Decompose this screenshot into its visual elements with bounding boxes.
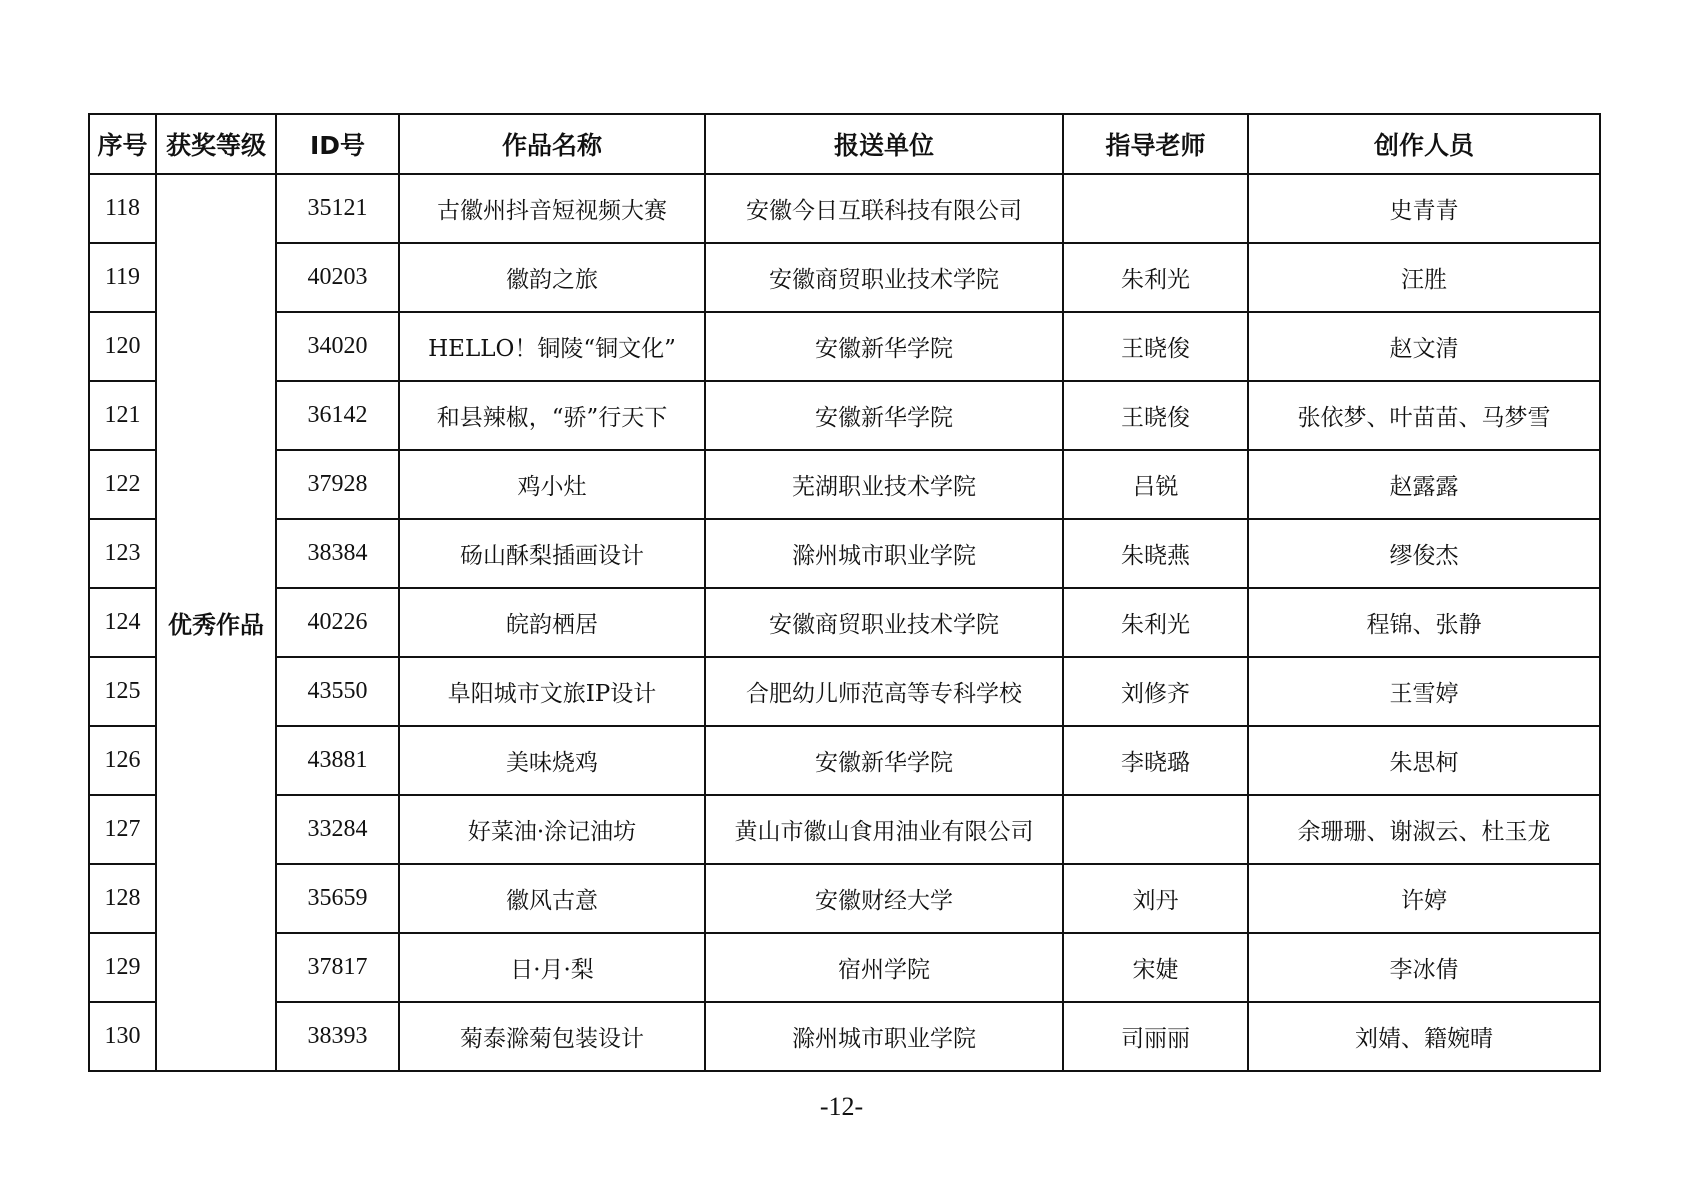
cell-index: 128 xyxy=(89,864,156,933)
header-advisor: 指导老师 xyxy=(1063,114,1248,174)
cell-submitting-unit: 安徽新华学院 xyxy=(705,381,1063,450)
cell-work-title: 阜阳城市文旅IP设计 xyxy=(399,657,705,726)
cell-creators: 李冰倩 xyxy=(1248,933,1600,1002)
cell-submitting-unit: 安徽财经大学 xyxy=(705,864,1063,933)
cell-advisor xyxy=(1063,795,1248,864)
cell-advisor: 王晓俊 xyxy=(1063,381,1248,450)
cell-creators: 程锦、张静 xyxy=(1248,588,1600,657)
cell-index: 129 xyxy=(89,933,156,1002)
cell-index: 122 xyxy=(89,450,156,519)
cell-work-title: 砀山酥梨插画设计 xyxy=(399,519,705,588)
cell-advisor: 吕锐 xyxy=(1063,450,1248,519)
cell-index: 119 xyxy=(89,243,156,312)
cell-index: 120 xyxy=(89,312,156,381)
cell-id: 34020 xyxy=(276,312,399,381)
cell-id: 40203 xyxy=(276,243,399,312)
table-row xyxy=(89,174,1600,243)
cell-submitting-unit: 黄山市徽山食用油业有限公司 xyxy=(705,795,1063,864)
cell-creators: 许婷 xyxy=(1248,864,1600,933)
cell-index: 127 xyxy=(89,795,156,864)
cell-index: 125 xyxy=(89,657,156,726)
cell-submitting-unit: 芜湖职业技术学院 xyxy=(705,450,1063,519)
table-header xyxy=(89,114,1600,174)
table-row xyxy=(89,588,1600,657)
cell-work-title: 徽风古意 xyxy=(399,864,705,933)
cell-creators: 刘婧、籍婉晴 xyxy=(1248,1002,1600,1071)
table-row xyxy=(89,726,1600,795)
cell-advisor: 朱利光 xyxy=(1063,243,1248,312)
cell-id: 35659 xyxy=(276,864,399,933)
awards-table xyxy=(88,113,1601,1072)
cell-index: 118 xyxy=(89,174,156,243)
table-row xyxy=(89,450,1600,519)
cell-creators: 赵露露 xyxy=(1248,450,1600,519)
cell-work-title: 日·月·梨 xyxy=(399,933,705,1002)
cell-id: 43550 xyxy=(276,657,399,726)
cell-creators: 张依梦、叶苗苗、马梦雪 xyxy=(1248,381,1600,450)
table-row xyxy=(89,864,1600,933)
cell-id: 40226 xyxy=(276,588,399,657)
cell-submitting-unit: 安徽商贸职业技术学院 xyxy=(705,243,1063,312)
table-row xyxy=(89,381,1600,450)
cell-creators: 史青青 xyxy=(1248,174,1600,243)
cell-advisor: 司丽丽 xyxy=(1063,1002,1248,1071)
cell-id: 38384 xyxy=(276,519,399,588)
cell-work-title: 徽韵之旅 xyxy=(399,243,705,312)
cell-submitting-unit: 安徽新华学院 xyxy=(705,312,1063,381)
table-row xyxy=(89,519,1600,588)
cell-creators: 余珊珊、谢淑云、杜玉龙 xyxy=(1248,795,1600,864)
cell-index: 130 xyxy=(89,1002,156,1071)
cell-creators: 王雪婷 xyxy=(1248,657,1600,726)
header-creators: 创作人员 xyxy=(1248,114,1600,174)
header-index: 序号 xyxy=(89,114,156,174)
cell-advisor: 李晓璐 xyxy=(1063,726,1248,795)
table-row xyxy=(89,657,1600,726)
table-row xyxy=(89,312,1600,381)
cell-submitting-unit: 宿州学院 xyxy=(705,933,1063,1002)
cell-work-title: 美味烧鸡 xyxy=(399,726,705,795)
cell-id: 43881 xyxy=(276,726,399,795)
cell-id: 36142 xyxy=(276,381,399,450)
cell-submitting-unit: 安徽商贸职业技术学院 xyxy=(705,588,1063,657)
table-body xyxy=(89,174,1600,1071)
cell-creators: 缪俊杰 xyxy=(1248,519,1600,588)
header-award-level: 获奖等级 xyxy=(156,114,276,174)
table-row xyxy=(89,933,1600,1002)
cell-work-title: 菊泰滁菊包装设计 xyxy=(399,1002,705,1071)
cell-index: 121 xyxy=(89,381,156,450)
page-number: -12- xyxy=(819,1092,864,1121)
cell-work-title: 好菜油·涂记油坊 xyxy=(399,795,705,864)
cell-id: 37928 xyxy=(276,450,399,519)
cell-advisor: 宋婕 xyxy=(1063,933,1248,1002)
header-id: ID号 xyxy=(276,114,399,174)
cell-work-title: 和县辣椒，“骄”行天下 xyxy=(399,381,705,450)
cell-creators: 朱思柯 xyxy=(1248,726,1600,795)
cell-advisor: 朱利光 xyxy=(1063,588,1248,657)
header-row xyxy=(89,114,1600,174)
cell-advisor: 朱晓燕 xyxy=(1063,519,1248,588)
cell-advisor: 王晓俊 xyxy=(1063,312,1248,381)
cell-id: 33284 xyxy=(276,795,399,864)
header-submitting-unit: 报送单位 xyxy=(705,114,1063,174)
cell-creators: 赵文清 xyxy=(1248,312,1600,381)
cell-work-title: 皖韵栖居 xyxy=(399,588,705,657)
cell-index: 124 xyxy=(89,588,156,657)
cell-id: 37817 xyxy=(276,933,399,1002)
cell-award-level: 优秀作品 xyxy=(156,174,276,1071)
cell-creators: 汪胜 xyxy=(1248,243,1600,312)
cell-submitting-unit: 滁州城市职业学院 xyxy=(705,519,1063,588)
cell-id: 35121 xyxy=(276,174,399,243)
cell-index: 123 xyxy=(89,519,156,588)
cell-work-title: 鸡小灶 xyxy=(399,450,705,519)
table-row xyxy=(89,1002,1600,1071)
cell-id: 38393 xyxy=(276,1002,399,1071)
cell-submitting-unit: 滁州城市职业学院 xyxy=(705,1002,1063,1071)
cell-submitting-unit: 安徽新华学院 xyxy=(705,726,1063,795)
table-row xyxy=(89,243,1600,312)
cell-work-title: HELLO！铜陵“铜文化” xyxy=(399,312,705,381)
cell-index: 126 xyxy=(89,726,156,795)
cell-advisor: 刘丹 xyxy=(1063,864,1248,933)
cell-advisor: 刘修齐 xyxy=(1063,657,1248,726)
cell-submitting-unit: 安徽今日互联科技有限公司 xyxy=(705,174,1063,243)
cell-submitting-unit: 合肥幼儿师范高等专科学校 xyxy=(705,657,1063,726)
header-work-title: 作品名称 xyxy=(399,114,705,174)
cell-advisor xyxy=(1063,174,1248,243)
table-row xyxy=(89,795,1600,864)
cell-work-title: 古徽州抖音短视频大赛 xyxy=(399,174,705,243)
